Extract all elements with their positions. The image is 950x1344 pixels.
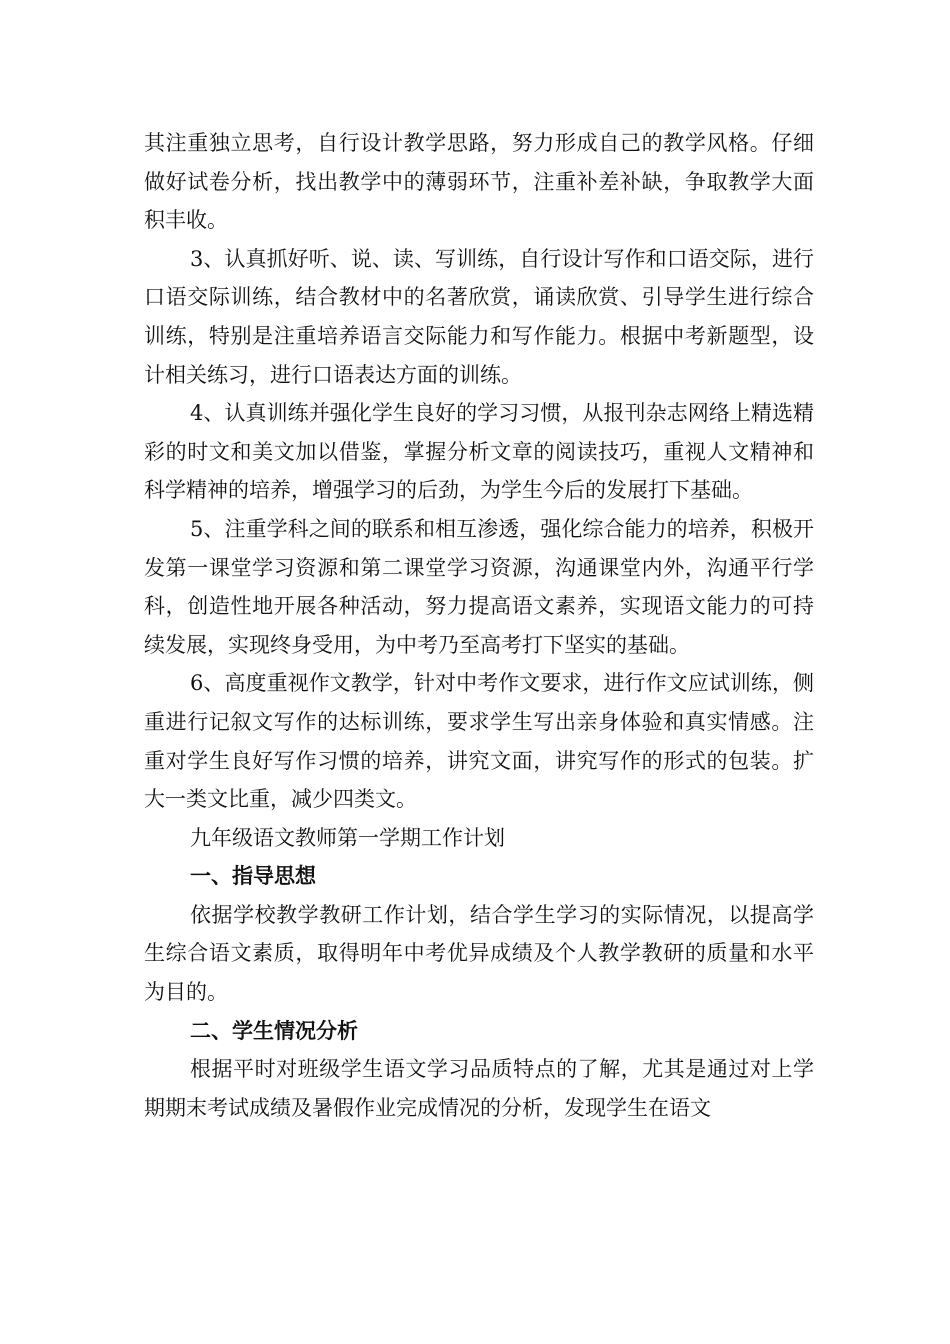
section-heading-guiding-ideology: 一、指导思想 — [190, 863, 316, 889]
plan-title: 九年级语文教师第一学期工作计划 — [190, 825, 505, 850]
paragraph-item-4: 4、认真训练并强化学生良好的学习习惯，从报刊杂志网络上精选精彩的时文和美文加以借鉴，掌握分析文章的阅读技巧，重视人文精神和科学精神的培养，增强学习的后劲，为学生今后的发展打下基础。 — [144, 401, 814, 503]
document-body — [144, 124, 814, 1127]
paragraph-item-5: 5、注重学科之间的联系和相互渗透，强化综合能力的培养，积极开发第一课堂学习资源和第二课堂学习资源，沟通课堂内外，沟通平行学科，创造性地开展各种活动，努力提高语文素养，实现语文能力的可持续发展，实现终身受用，为中考乃至高考打下坚实的基础。 — [144, 516, 814, 657]
paragraph-item-6: 6、高度重视作文教学，针对中考作文要求，进行作文应试训练，侧重进行记叙文写作的达标训练，要求学生写出亲身体验和真实情感。注重对学生良好写作习惯的培养，讲究文面，讲究写作的形式的包装。扩大一类文比重，减少四类文。 — [144, 671, 814, 812]
section-body-student-analysis: 根据平时对班级学生语文学习品质特点的了解，尤其是通过对上学期期末考试成绩及暑假作业完成情况的分析，发现学生在语文 — [144, 1057, 814, 1120]
paragraph-continuation: 其注重独立思考，自行设计教学思路，努力形成自己的教学风格。仔细做好试卷分析，找出教学中的薄弱环节，注重补差补缺，争取教学大面积丰收。 — [144, 131, 814, 233]
paragraph-item-3: 3、认真抓好听、说、读、写训练，自行设计写作和口语交际，进行口语交际训练，结合教材中的名著欣赏，诵读欣赏、引导学生进行综合训练，特别是注重培养语言交际能力和写作能力。根据中考新题型，设计相关练习，进行口语表达方面的训练。 — [144, 246, 814, 387]
section-heading-student-analysis: 二、学生情况分析 — [190, 1017, 358, 1043]
section-body-guiding-ideology: 依据学校教学教研工作计划，结合学生学习的实际情况，以提高学生综合语文素质，取得明年中考优异成绩及个人教学教研的质量和水平为目的。 — [144, 902, 814, 1005]
